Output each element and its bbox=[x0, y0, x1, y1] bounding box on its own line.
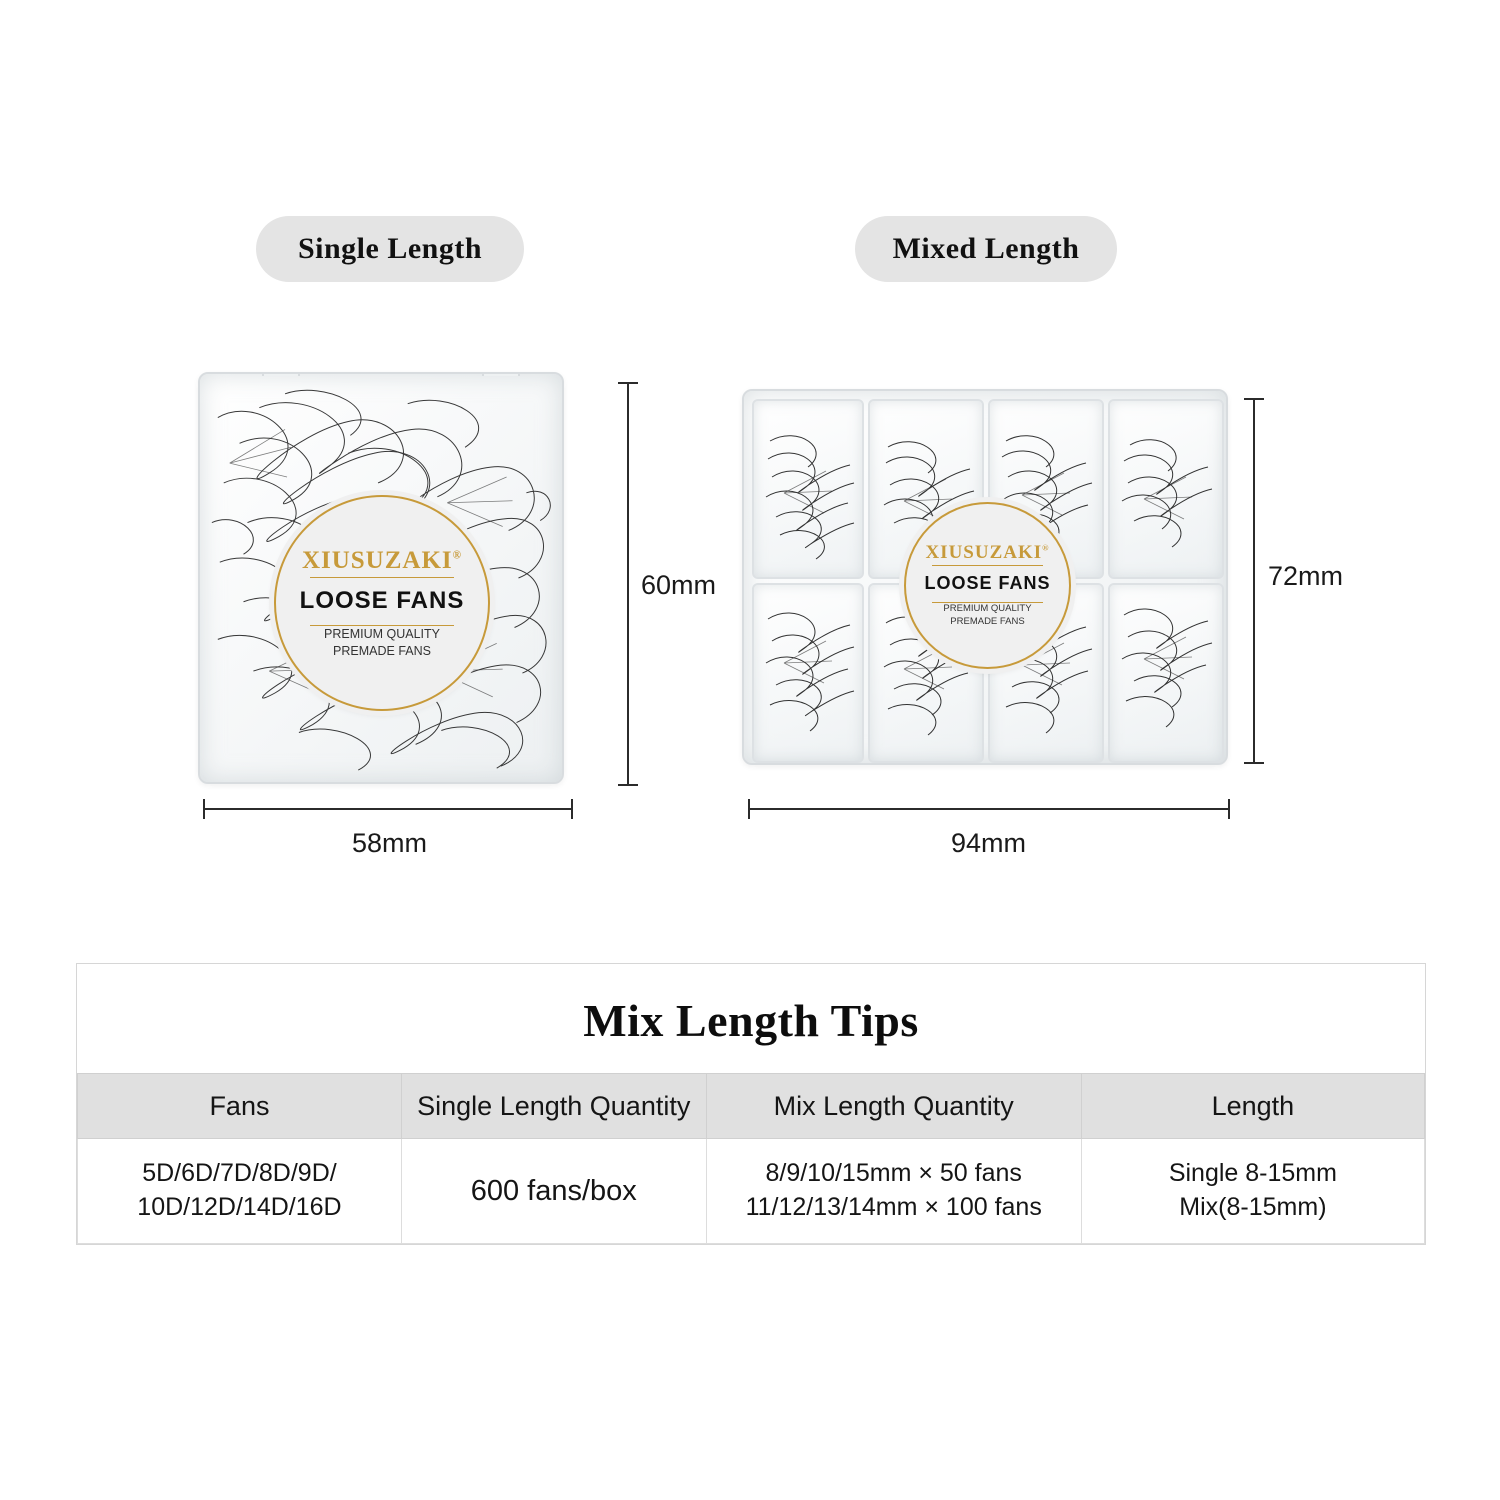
mix-length-tips-table bbox=[76, 963, 1426, 1245]
product-label-single bbox=[274, 495, 490, 711]
label-subtitle: PREMIUM QUALITY PREMADE FANS bbox=[943, 603, 1032, 627]
cell-length: Single 8-15mm Mix(8-15mm) bbox=[1081, 1139, 1424, 1244]
column-header-length: Length bbox=[1081, 1074, 1424, 1139]
single-height-dimension-label: 60mm bbox=[641, 570, 717, 600]
label-divider-top bbox=[310, 577, 454, 578]
single-width-dimension-label: 58mm bbox=[352, 828, 428, 858]
registered-mark-icon: ® bbox=[452, 549, 463, 562]
mixed-height-dimension-line bbox=[1253, 398, 1255, 764]
table-header-row bbox=[78, 1074, 1425, 1139]
case-latch-right bbox=[482, 372, 520, 376]
compartment-5 bbox=[752, 583, 864, 763]
cell-fans: 5D/6D/7D/8D/9D/ 10D/12D/14D/16D bbox=[78, 1139, 402, 1244]
registered-mark-icon: ® bbox=[1042, 542, 1050, 553]
product-title: LOOSE FANS bbox=[299, 586, 465, 614]
compartment-1 bbox=[752, 399, 864, 579]
compartment-4 bbox=[1108, 399, 1224, 579]
pill-mixed-length-label: Mixed Length bbox=[892, 232, 1080, 265]
table-title: Mix Length Tips bbox=[583, 995, 919, 1046]
table-row bbox=[78, 1139, 1425, 1244]
brand-name: XIUSUZAKI® bbox=[301, 546, 463, 574]
product-title: LOOSE FANS bbox=[924, 573, 1051, 594]
product-label-mixed bbox=[904, 502, 1071, 669]
pill-mixed-length bbox=[855, 216, 1117, 282]
cell-single-quantity: 600 fans/box bbox=[401, 1139, 706, 1244]
compartment-8 bbox=[1108, 583, 1224, 763]
label-subtitle: PREMIUM QUALITY PREMADE FANS bbox=[324, 626, 440, 658]
label-divider-top bbox=[932, 565, 1043, 566]
brand-name: XIUSUZAKI® bbox=[925, 542, 1050, 564]
cell-mix-quantity: 8/9/10/15mm × 50 fans 11/12/13/14mm × 100 fans bbox=[706, 1139, 1081, 1244]
single-width-dimension-line bbox=[203, 808, 573, 810]
mixed-width-dimension-label: 94mm bbox=[951, 828, 1027, 858]
column-header-single-length-quantity: Single Length Quantity bbox=[401, 1074, 706, 1139]
pill-single-length-label: Single Length bbox=[297, 232, 483, 265]
column-header-fans: Fans bbox=[78, 1074, 402, 1139]
pill-single-length bbox=[256, 216, 524, 282]
single-height-dimension-line bbox=[627, 382, 629, 786]
mixed-height-dimension-label: 72mm bbox=[1268, 561, 1344, 591]
mixed-width-dimension-line bbox=[748, 808, 1230, 810]
column-header-mix-length-quantity: Mix Length Quantity bbox=[706, 1074, 1081, 1139]
case-latch-left bbox=[262, 372, 300, 376]
